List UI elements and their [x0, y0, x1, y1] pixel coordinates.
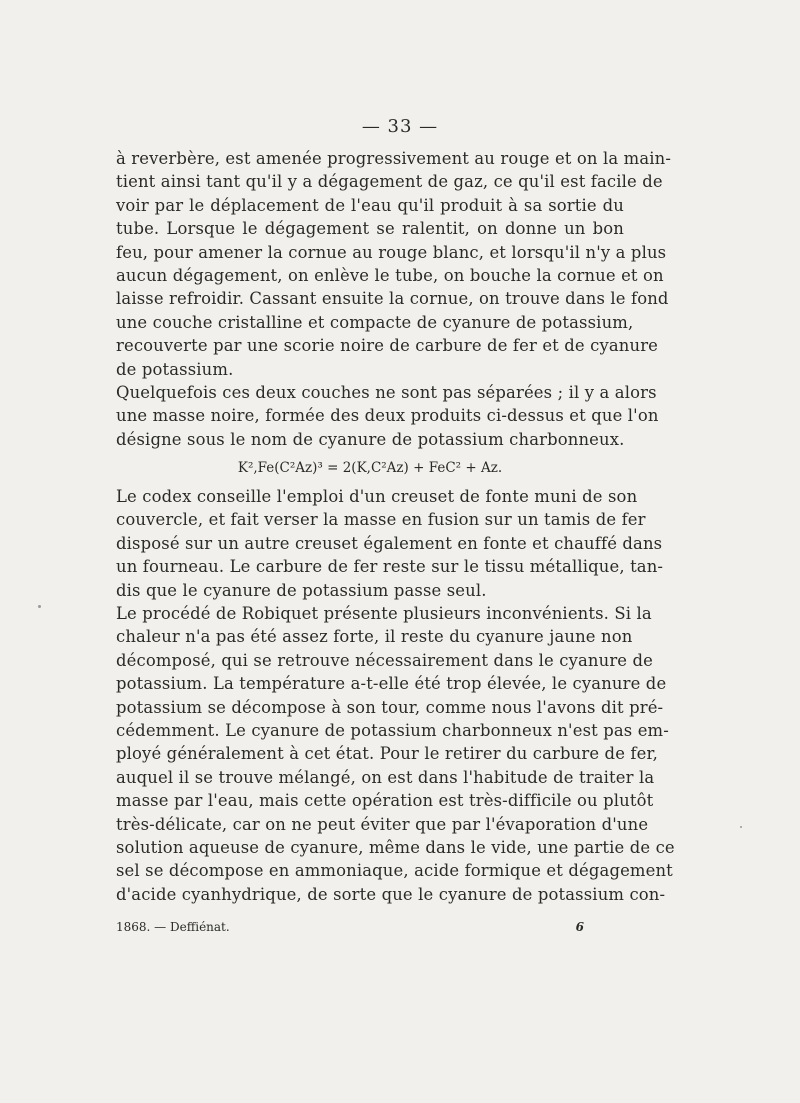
text-line: voir par le déplacement de l'eau qu'il produit à sa sortie du — [116, 195, 624, 215]
page-number: — 33 — — [361, 116, 439, 137]
text-line: tient ainsi tant qu'il y a dégagement de gaz, ce qu'il est facile de — [116, 172, 663, 192]
text-line: chaleur n'a pas été assez forte, il reste du cyanure jaune non — [116, 627, 633, 647]
footer-signature: 1868. — Deffiénat. — [116, 920, 230, 934]
text-line: Le codex conseille l'emploi d'un creuset de fonte muni de son — [116, 487, 638, 507]
text-line: un fourneau. Le carbure de fer reste sur le tissu métallique, tan- — [116, 557, 664, 577]
text-line: très-délicate, car on ne peut éviter que par l'évaporation d'une — [116, 814, 649, 834]
text-line: potassium se décompose à son tour, comme nous l'avons dit pré- — [116, 697, 664, 717]
text-line: aucun dégagement, on enlève le tube, on bouche la cornue et on — [116, 265, 664, 285]
page-footer — [116, 920, 624, 938]
text-line: désigne sous le nom de cyanure de potassium charbonneux. — [116, 429, 625, 449]
text-line: de potassium. — [116, 359, 234, 379]
text-line: d'acide cyanhydrique, de sorte que le cyanure de potassium con- — [116, 884, 666, 904]
body-text — [116, 147, 675, 906]
text-line: laisse refroidir. Cassant ensuite la cornue, on trouve dans le fond — [116, 289, 669, 309]
footer-sheet-number: 6 — [575, 920, 584, 934]
text-line: auquel il se trouve mélangé, on est dans l'habitude de traiter la — [116, 767, 655, 787]
text-line: à reverbère, est amenée progressivement au rouge et on la main- — [116, 149, 672, 168]
text-line: cédemment. Le cyanure de potassium charbonneux n'est pas em- — [116, 720, 669, 740]
text-line: potassium. La température a-t-elle été trop élevée, le cyanure de — [116, 674, 667, 694]
text-line: Quelquefois ces deux couches ne sont pas séparées ; il y a alors — [116, 382, 657, 402]
chemical-formula: K²,Fe(C²Az)³ = 2(K,C²Az) + FeC² + Az. — [237, 460, 503, 477]
text-line: feu, pour amener la cornue au rouge blanc, et lorsqu'il n'y a plus — [116, 242, 667, 262]
text-line: disposé sur un autre creuset également en fonte et chauffé dans — [116, 533, 663, 553]
text-line: couvercle, et fait verser la masse en fusion sur un tamis de fer — [116, 510, 646, 530]
text-line: tube. Lorsque le dégagement se ralentit, on donne un bon — [116, 219, 624, 239]
text-line: une couche cristalline et compacte de cyanure de potassium, — [116, 312, 634, 332]
text-line: dis que le cyanure de potassium passe seul. — [116, 580, 487, 600]
text-line: sel se décompose en ammoniaque, acide formique et dégagement — [116, 861, 673, 881]
paper-speck — [38, 605, 41, 608]
text-line: masse par l'eau, mais cette opération est très-difficile ou plutôt — [116, 791, 654, 811]
text-line: Le procédé de Robiquet présente plusieurs inconvénients. Si la — [116, 604, 652, 624]
text-line: solution aqueuse de cyanure, même dans le vide, une partie de ce — [116, 837, 675, 857]
text-line: ployé généralement à cet état. Pour le retirer du carbure de fer, — [116, 744, 659, 764]
text-line: décomposé, qui se retrouve nécessairement dans le cyanure de — [116, 650, 654, 670]
text-line: une masse noire, formée des deux produits ci-dessus et que l'on — [116, 406, 659, 426]
text-line: recouverte par une scorie noire de carbure de fer et de cyanure — [116, 336, 659, 356]
paper-speck — [740, 826, 742, 828]
